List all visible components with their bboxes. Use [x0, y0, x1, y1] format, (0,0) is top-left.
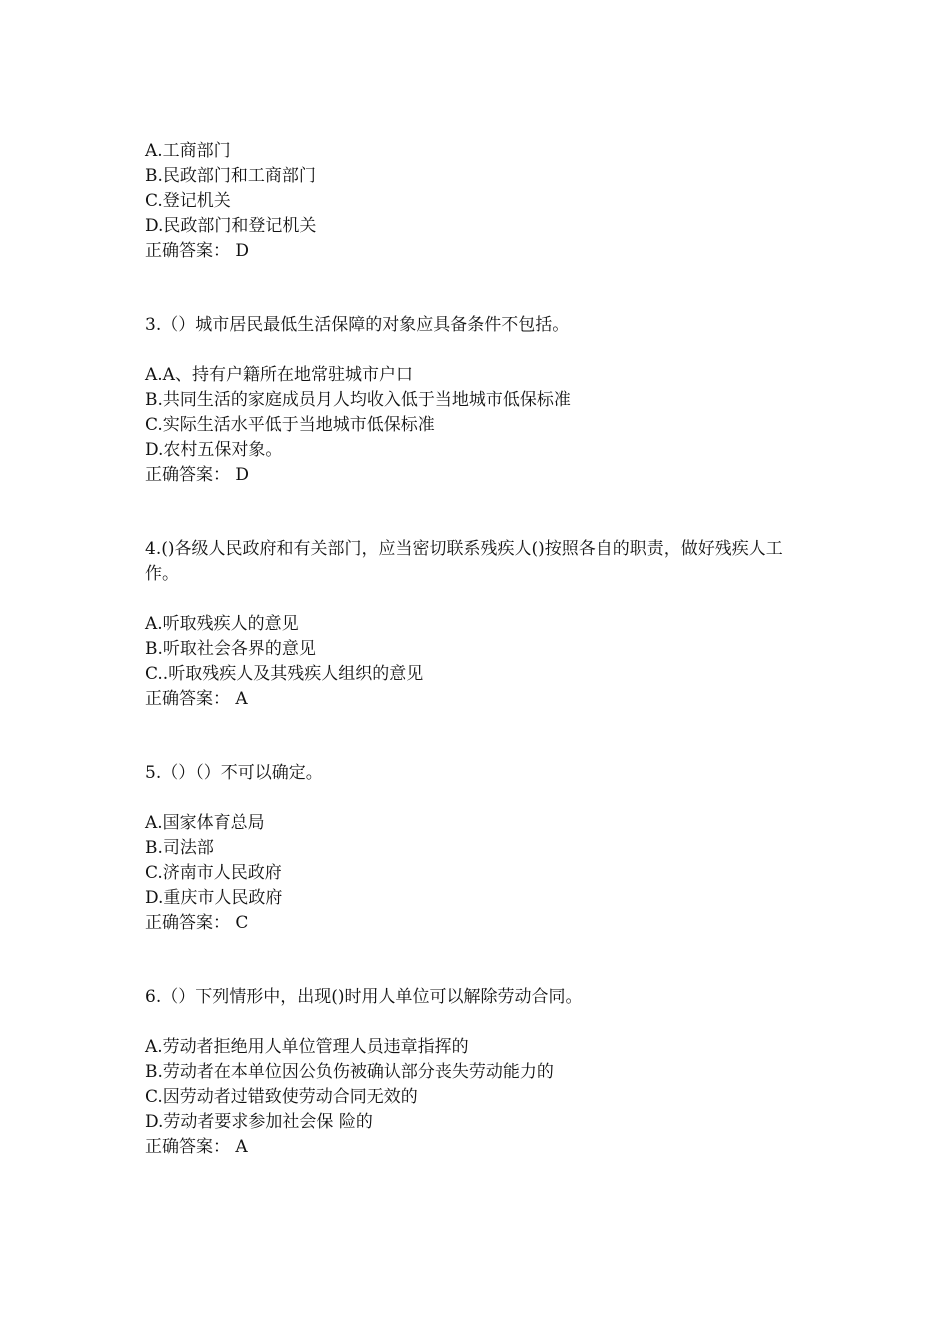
option-b: B.劳动者在本单位因公负伤被确认部分丧失劳动能力的 — [145, 1062, 554, 1082]
option-c: C..听取残疾人及其残疾人组织的意见 — [145, 664, 424, 684]
option-d: D.重庆市人民政府 — [145, 888, 283, 908]
answer: 正确答案： A — [145, 1137, 248, 1157]
option-d: D.劳动者要求参加社会保 险的 — [145, 1112, 373, 1132]
answer: 正确答案： D — [145, 465, 250, 485]
question-6: 6.（）下列情形中，出现()时用人单位可以解除劳动合同。 — [145, 987, 583, 1007]
option-c: C.济南市人民政府 — [145, 863, 282, 883]
option-a: A.A、持有户籍所在地常驻城市户口 — [145, 365, 413, 385]
option-a: A.工商部门 — [145, 141, 231, 161]
answer: 正确答案： A — [145, 689, 248, 709]
option-c: C.登记机关 — [145, 191, 231, 211]
option-d: D.农村五保对象。 — [145, 440, 283, 460]
option-d: D.民政部门和登记机关 — [145, 216, 317, 236]
option-b: B.民政部门和工商部门 — [145, 166, 316, 186]
question-4: 4.()各级人民政府和有关部门，应当密切联系残疾人()按照各自的职责，做好残疾人工作。 — [145, 539, 783, 584]
option-a: A.劳动者拒绝用人单位管理人员违章指挥的 — [145, 1037, 469, 1057]
option-c: C.因劳动者过错致使劳动合同无效的 — [145, 1087, 418, 1107]
question-5: 5.（）（）不可以确定。 — [145, 763, 323, 783]
answer: 正确答案： D — [145, 241, 250, 261]
option-a: A.听取残疾人的意见 — [145, 614, 299, 634]
option-b: B.听取社会各界的意见 — [145, 639, 316, 659]
option-b: B.司法部 — [145, 838, 214, 858]
answer: 正确答案： C — [145, 913, 249, 933]
option-b: B.共同生活的家庭成员月人均收入低于当地城市低保标准 — [145, 390, 571, 410]
option-c: C.实际生活水平低于当地城市低保标准 — [145, 415, 435, 435]
option-a: A.国家体育总局 — [145, 813, 265, 833]
question-3: 3.（）城市居民最低生活保障的对象应具备条件不包括。 — [145, 315, 570, 335]
